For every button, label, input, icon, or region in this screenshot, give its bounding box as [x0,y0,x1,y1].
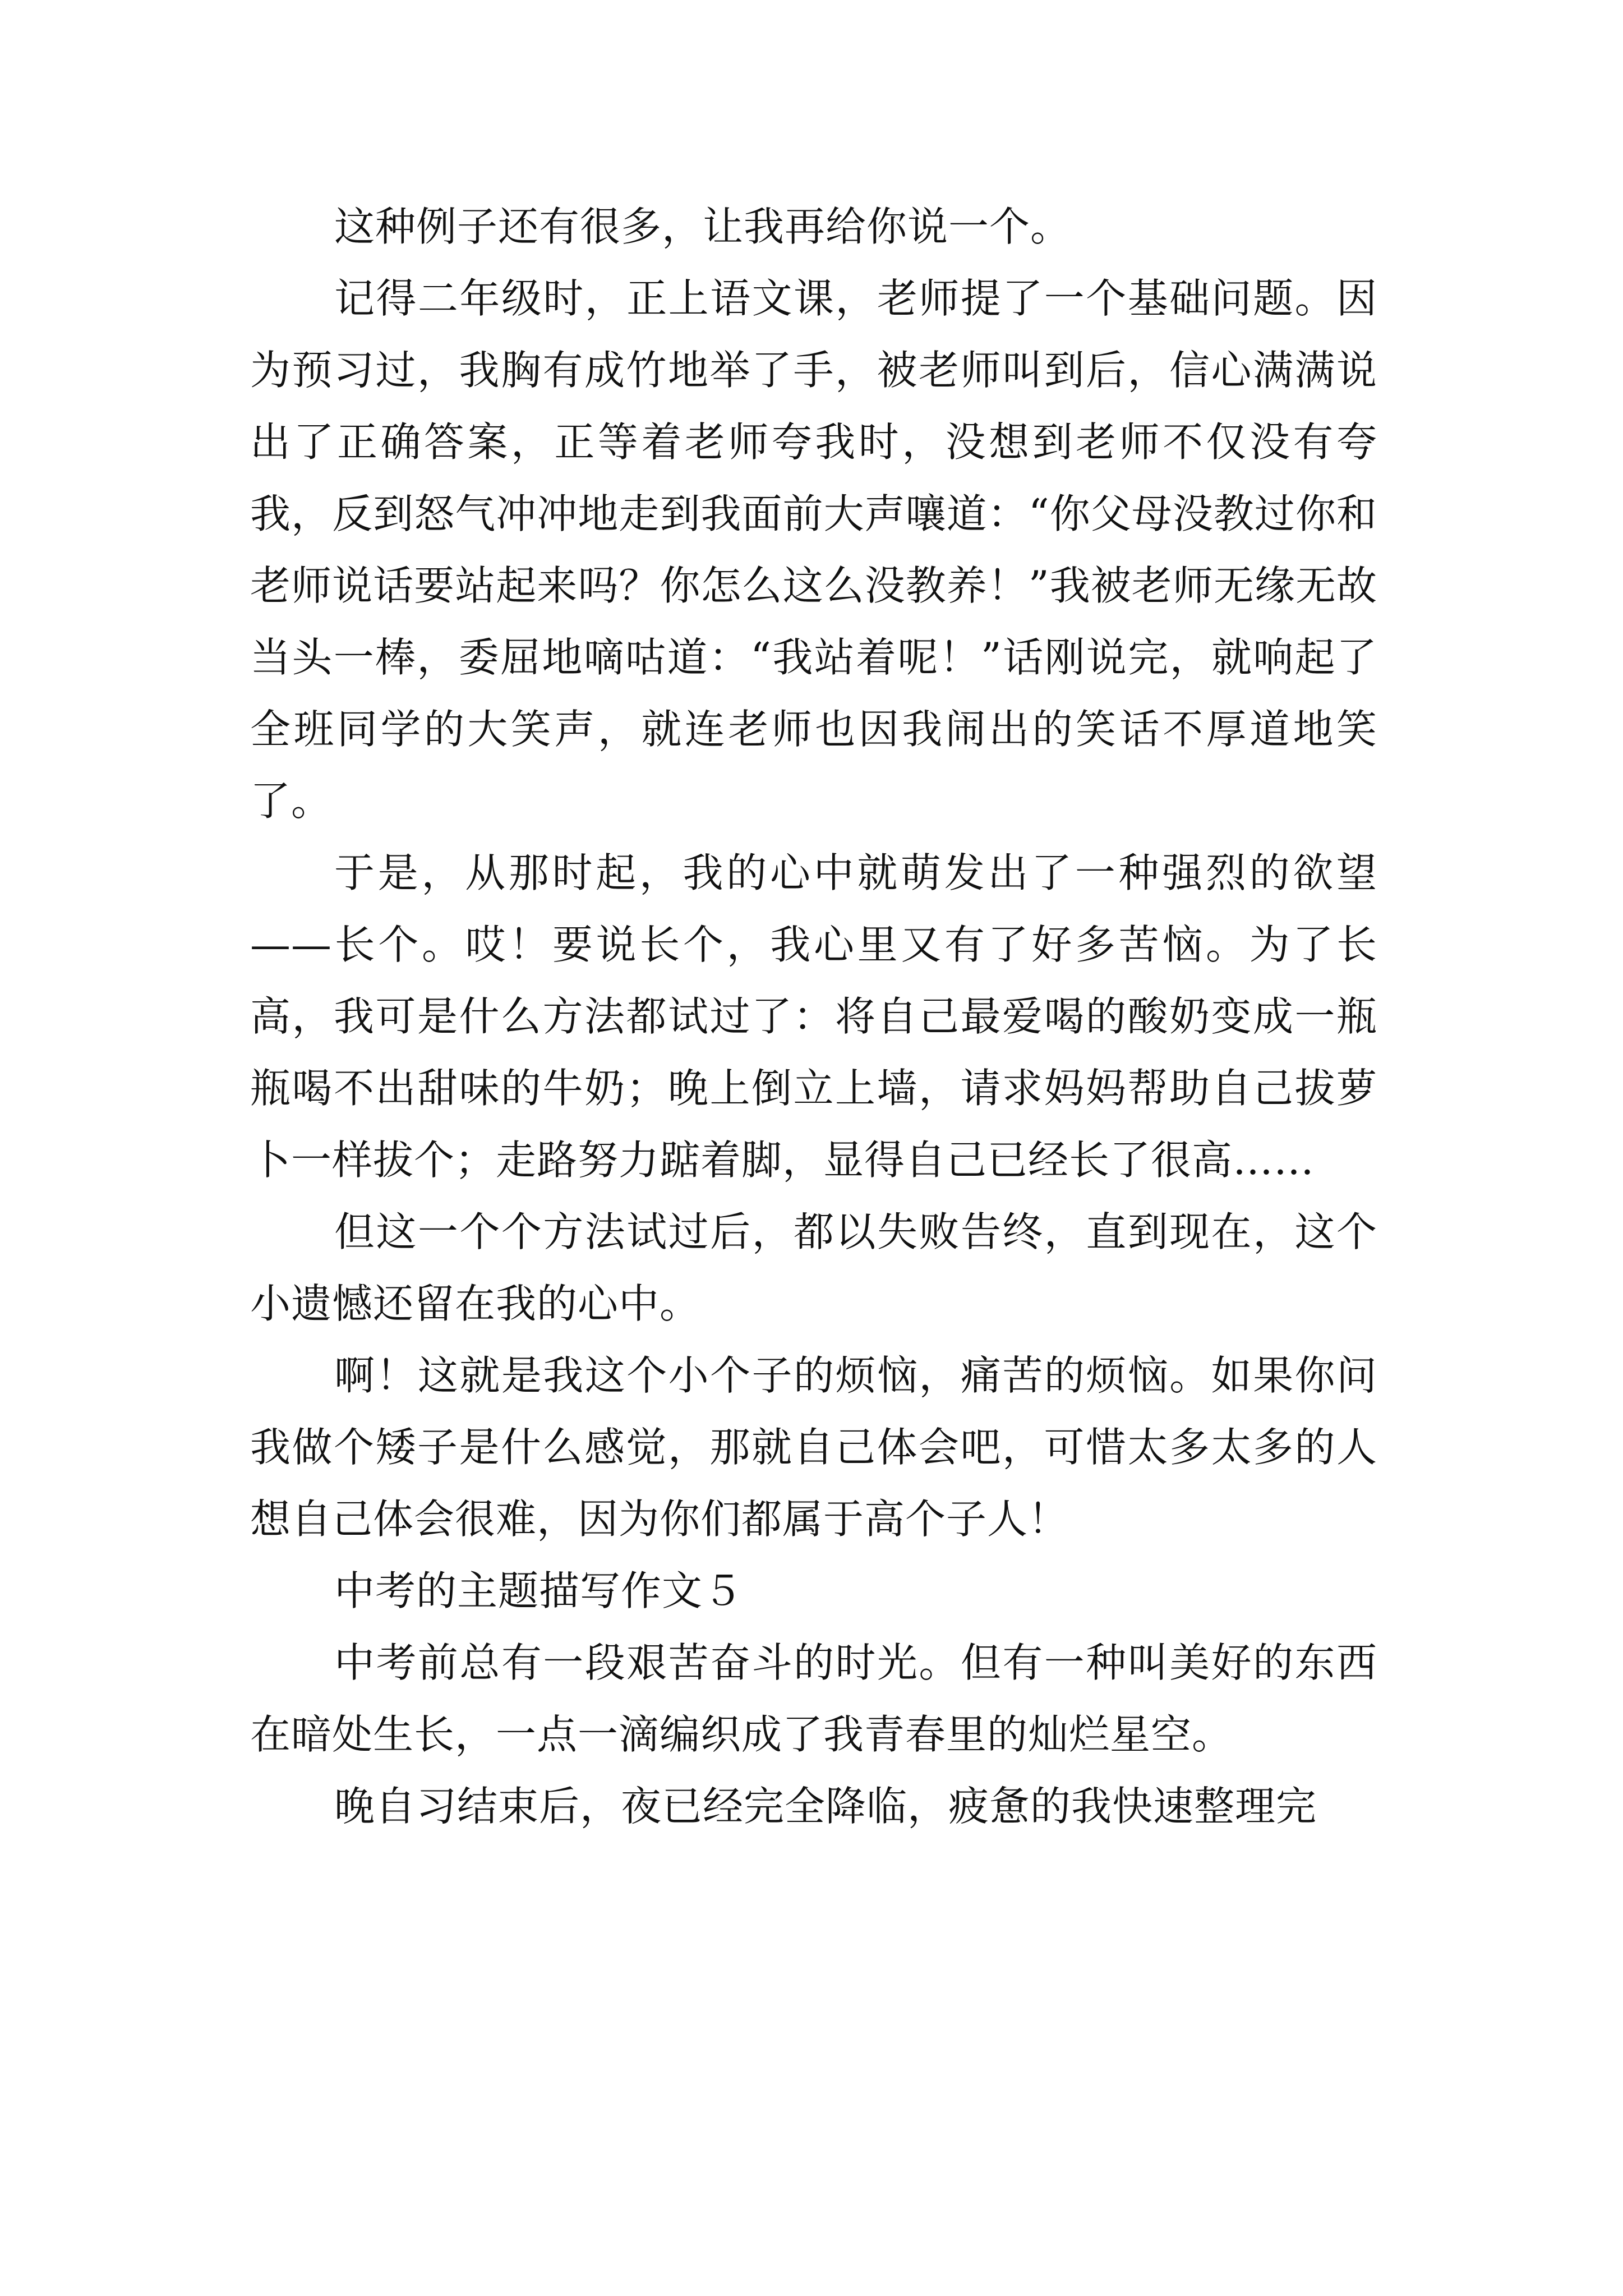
paragraph: 记得二年级时，正上语文课，老师提了一个基础问题。因为预习过，我胸有成竹地举了手，被老师叫到后，信心满满说出了正确答案，正等着老师夸我时，没想到老师不仅没有夸我，反到怒气冲冲地走到我面前大声嚷道：“你父母没教过你和老师说话要站起来吗？你怎么这么没教养！”我被老师无缘无故当头一棒，委屈地嘀咕道：“我站着呢！”话刚说完，就响起了全班同学的大笑声，就连老师也因我闹出的笑话不厚道地笑了。 [250,275,1377,825]
section-heading: 中考的主题描写作文５ [334,1567,744,1614]
paragraph: 于是，从那时起，我的心中就萌发出了一种强烈的欲望——长个。哎！要说长个，我心里又有了好多苦恼。为了长高，我可是什么方法都试过了：将自己最爱喝的酸奶变成一瓶瓶喝不出甜味的牛奶；晚上倒立上墙，请求妈妈帮助自己拔萝卜一样拔个；走路努力踮着脚，显得自己已经长了很高…… [250,849,1377,1184]
paragraph: 啊！这就是我这个小个子的烦恼，痛苦的烦恼。如果你问我做个矮子是什么感觉，那就自己体会吧，可惜太多太多的人想自己体会很难，因为你们都属于高个子人！ [250,1352,1377,1543]
article-body [250,191,1377,1842]
paragraph: 晚自习结束后，夜已经完全降临，疲惫的我快速整理完 [334,1783,1317,1830]
paragraph: 这种例子还有很多，让我再给你说一个。 [334,203,1072,250]
paragraph: 中考前总有一段艰苦奋斗的时光。但有一种叫美好的东西在暗处生长，一点一滴编织成了我青春里的灿烂星空。 [250,1639,1377,1758]
paragraph: 但这一个个方法试过后，都以失败告终，直到现在，这个小遗憾还留在我的心中。 [250,1208,1377,1327]
